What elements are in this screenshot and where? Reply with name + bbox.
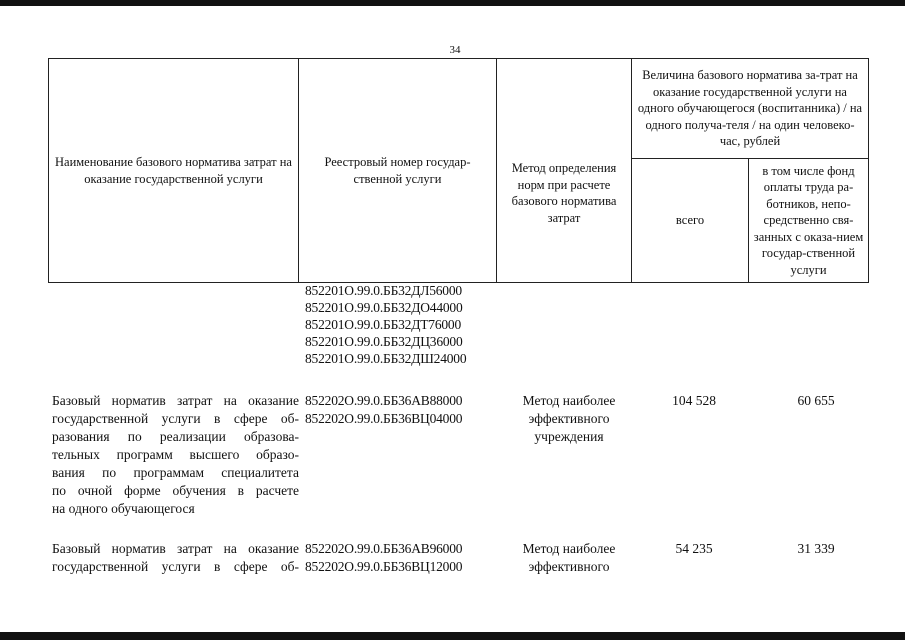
row-name-line: вания по программам специалитета: [52, 465, 299, 480]
row-method-line: эффективного: [528, 411, 610, 426]
row-method-line: Метод наиболее: [522, 393, 616, 408]
row-method-line: эффективного: [528, 559, 610, 574]
row-method: [500, 392, 638, 446]
registry-number: 852202О.99.0.ББ36ВЦ04000: [305, 411, 463, 426]
scan-border-top: [0, 0, 905, 6]
row-name-line: на одного обучающегося: [52, 501, 195, 516]
registry-number: 852201О.99.0.ББ32ДО44000: [305, 300, 463, 315]
row-name-line: Базовый норматив затрат на оказание: [52, 541, 299, 556]
row-name-line: Базовый норматив затрат на оказание: [52, 393, 299, 408]
row-name: [52, 540, 299, 576]
registry-number: 852202О.99.0.ББ36АВ88000: [305, 393, 463, 408]
row-wage-fund-value: 60 655: [797, 393, 835, 408]
row-method-line: учреждения: [534, 429, 604, 444]
row-name-line: разования по реализации образова-: [52, 429, 299, 444]
row-registry-numbers: [305, 392, 495, 428]
row-wage-fund-value: 31 339: [797, 541, 835, 556]
header-total-column: всего: [632, 159, 749, 283]
row-name: [52, 392, 299, 518]
table-header: [48, 58, 869, 283]
scan-border-bottom: [0, 632, 905, 640]
header-method-column: Метод определения норм при расчете базового норматива затрат: [497, 59, 632, 283]
header-registry-column: Реестровый номер государ-ственной услуги: [299, 59, 497, 283]
row-name-line: тельных программ высшего образо-: [52, 447, 299, 462]
registry-number: 852201О.99.0.ББ32ДШ24000: [305, 351, 467, 366]
registry-number: 852201О.99.0.ББ32ДЛ56000: [305, 283, 462, 298]
row-name-line: государственной услуги в сфере об-: [52, 559, 299, 574]
registry-number: 852202О.99.0.ББ36АВ96000: [305, 541, 463, 556]
row-name-line: государственной услуги в сфере об-: [52, 411, 299, 426]
page-number: 34: [449, 44, 461, 56]
row-registry-numbers: [305, 540, 495, 576]
header-value-column: Величина базового норматива за-трат на оказание государственной услуги на одного обучающегося (воспитанника) / на одного получа-теля / на один человеко-час, рублей: [632, 59, 869, 159]
registry-number: 852201О.99.0.ББ32ДТ76000: [305, 317, 462, 332]
header-wage-column: в том числе фонд оплаты труда ра-ботников, непо-средственно свя-занных с оказа-нием государ-ственной услуги: [749, 159, 869, 283]
registry-number: 852201О.99.0.ББ32ДЦ36000: [305, 334, 463, 349]
row-method-line: Метод наиболее: [522, 541, 616, 556]
row-total-value: 54 235: [675, 541, 713, 556]
row-total-value: 104 528: [672, 393, 716, 408]
row-method: [500, 540, 638, 576]
header-name-column: Наименование базового норматива затрат на оказание государственной услуги: [49, 59, 299, 283]
continued-registry-numbers: [305, 282, 466, 367]
registry-number: 852202О.99.0.ББ36ВЦ12000: [305, 559, 463, 574]
row-name-line: по очной форме обучения в расчете: [52, 483, 299, 498]
